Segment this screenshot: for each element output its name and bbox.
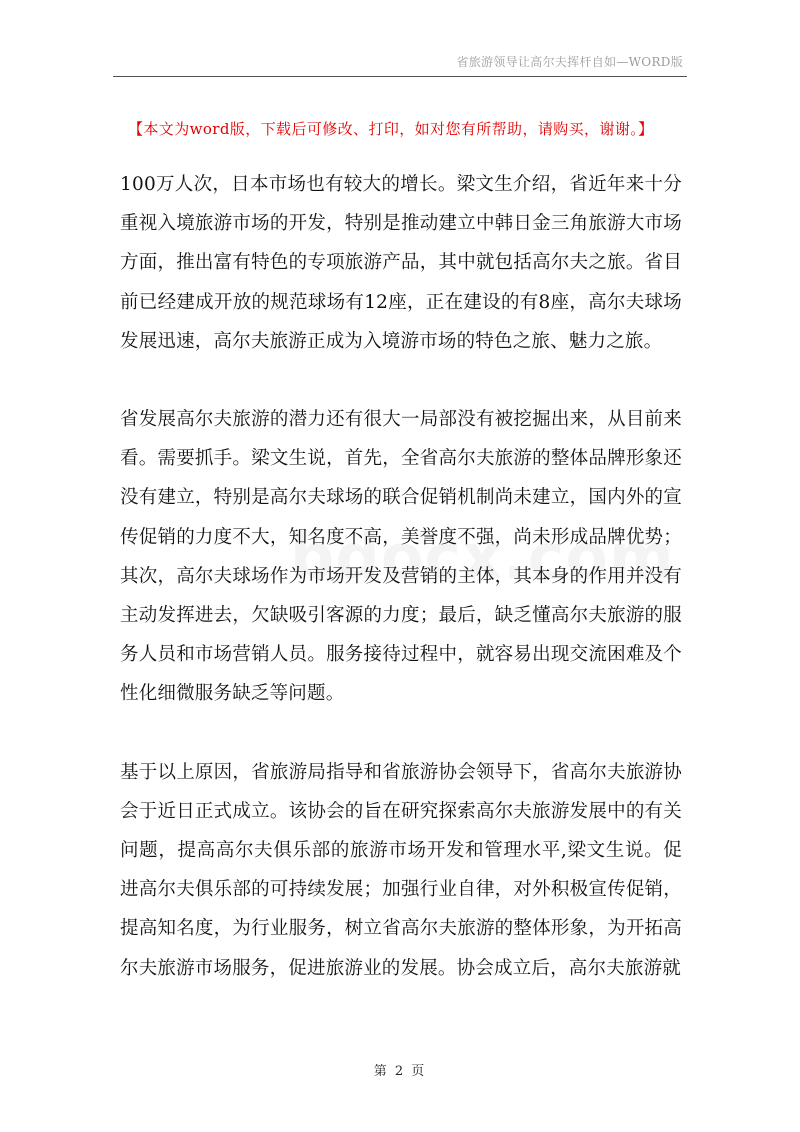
page-header-title: 省旅游领导让高尔夫挥杆自如—WORD版 — [456, 55, 683, 69]
paragraph-3: 基于以上原因，省旅游局指导和省旅游协会领导下，省高尔夫旅游协会于近日正式成立。该协会的旨在研究探索高尔夫旅游发展中的有关问题，提高高尔夫俱乐部的旅游市场开发和管理水平,梁文生说。促进高尔夫俱乐部的可持续发展；加强行业自律，对外积极宣传促销，提高知名度，为行业服务，树立省高尔夫旅游的整体形象，为开拓高尔夫旅游市场服务，促进旅游业的发展。协会成立后，高尔夫旅游就 — [120, 761, 682, 979]
paragraph-2: 省发展高尔夫旅游的潜力还有很大一局部没有被挖掘出来，从目前来看。需要抓手。梁文生说，首先，全省高尔夫旅游的整体品牌形象还没有建立，特别是高尔夫球场的联合促销机制尚未建立，国内外的宣传促销的力度不大，知名度不高，美誉度不强，尚未形成品牌优势；其次，高尔夫球场作为市场开发及营销的主体，其本身的作用并没有主动发挥进去，欠缺吸引客源的力度；最后，缺乏懂高尔夫旅游的服务人员和市场营销人员。服务接待过程中，就容易出现交流困难及个性化细微服务缺乏等问题。 — [120, 409, 682, 705]
document-body — [120, 165, 682, 988]
page-number: 第 2 页 — [373, 1064, 427, 1079]
header-divider — [113, 76, 687, 77]
paragraph-1: 100万人次，日本市场也有较大的增长。梁文生介绍，省近年来十分重视入境旅游市场的开发，特别是推动建立中韩日金三角旅游大市场方面，推出富有特色的专项旅游产品，其中就包括高尔夫之旅。省目前已经建成开放的规范球场有12座，正在建设的有8座，高尔夫球场发展迅速，高尔夫旅游正成为入境游市场的特色之旅、魅力之旅。 — [120, 174, 682, 352]
download-notice: 【本文为word版，下载后可修改、打印，如对您有所帮助，请购买，谢谢。】 — [128, 120, 654, 138]
